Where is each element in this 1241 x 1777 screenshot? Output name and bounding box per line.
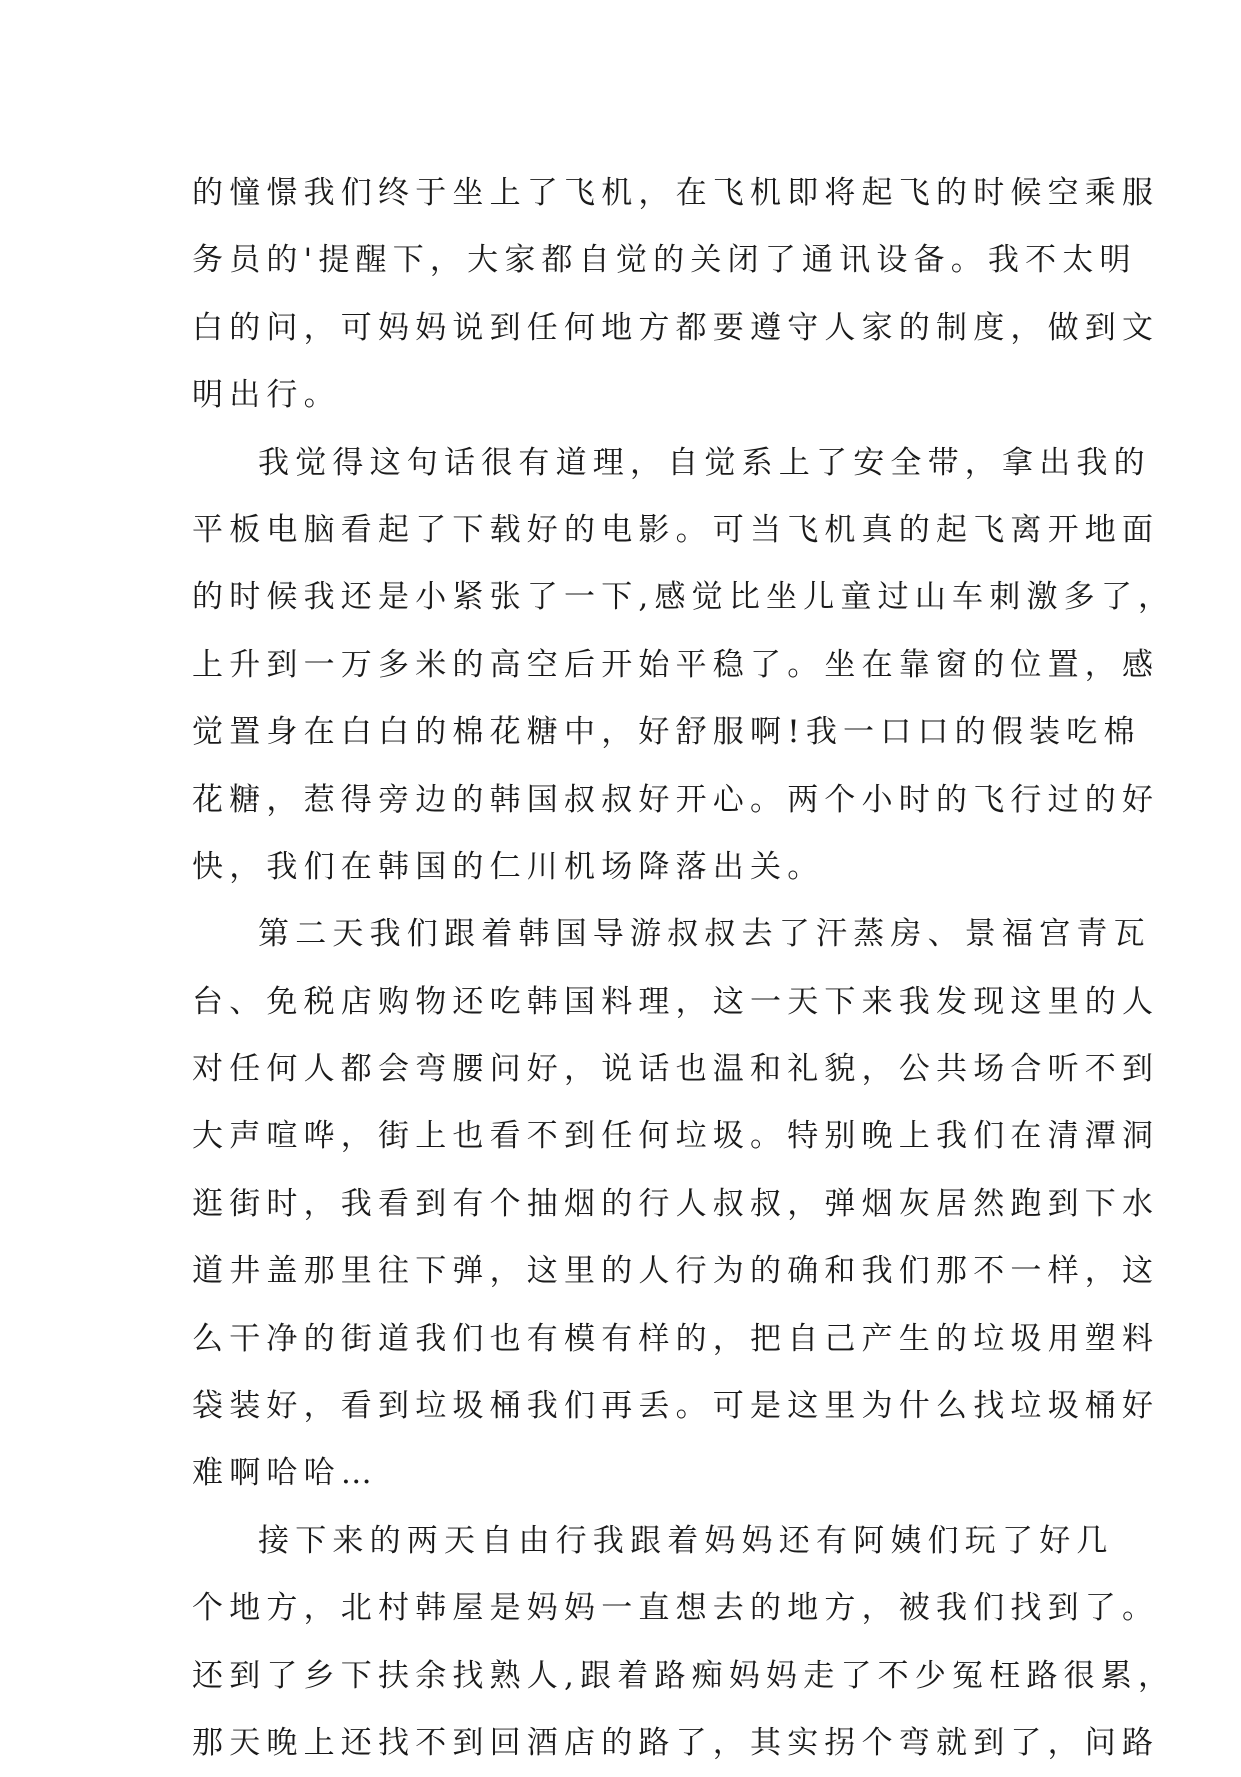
text-line: 难啊哈哈… — [192, 1455, 378, 1492]
document-body — [192, 160, 1176, 1777]
text-line: 袋装好，看到垃圾桶我们再丢。可是这里为什么找垃圾桶好 — [192, 1388, 1160, 1425]
text-line: 花糖，惹得旁边的韩国叔叔好开心。两个小时的飞行过的好 — [192, 781, 1160, 818]
text-line: 白的问，可妈妈说到任何地方都要遵守人家的制度，做到文 — [192, 309, 1160, 346]
text-line: 个地方，北村韩屋是妈妈一直想去的地方，被我们找到了。 — [192, 1590, 1160, 1627]
text-line: 那天晚上还找不到回酒店的路了，其实拐个弯就到了，问路 — [192, 1724, 1160, 1761]
text-line: 接下来的两天自由行我跟着妈妈还有阿姨们玩了好几 — [258, 1522, 1114, 1559]
text-line: 么干净的街道我们也有模有样的，把自己产生的垃圾用塑料 — [192, 1320, 1160, 1357]
text-line: 务员的'提醒下，大家都自觉的关闭了通讯设备。我不太明 — [192, 242, 1137, 279]
text-line: 还到了乡下扶余找熟人,跟着路痴妈妈走了不少冤枉路很累， — [192, 1657, 1176, 1694]
text-line: 我觉得这句话很有道理，自觉系上了安全带，拿出我的 — [258, 444, 1151, 481]
text-line: 逛街时，我看到有个抽烟的行人叔叔，弹烟灰居然跑到下水 — [192, 1185, 1160, 1222]
text-line: 对任何人都会弯腰问好，说话也温和礼貌，公共场合听不到 — [192, 1051, 1160, 1088]
text-line: 的憧憬我们终于坐上了飞机，在飞机即将起飞的时候空乘服 — [192, 175, 1160, 211]
text-line: 的时候我还是小紧张了一下,感觉比坐儿童过山车刺激多了， — [192, 579, 1176, 616]
paragraph-2 — [192, 430, 1176, 902]
paragraph-3 — [192, 901, 1160, 1508]
text-line: 快，我们在韩国的仁川机场降落出关。 — [192, 848, 825, 885]
text-line: 平板电脑看起了下载好的电影。可当飞机真的起飞离开地面 — [192, 511, 1160, 548]
text-line: 觉置身在白白的棉花糖中，好舒服啊!我一口口的假装吃棉 — [192, 714, 1141, 751]
text-line: 道井盖那里往下弹，这里的人行为的确和我们那不一样，这 — [192, 1253, 1160, 1290]
text-line: 明出行。 — [192, 377, 341, 414]
text-line: 台、免税店购物还吃韩国料理，这一天下来我发现这里的人 — [192, 983, 1160, 1020]
text-line: 第二天我们跟着韩国导游叔叔去了汗蒸房、景福宫青瓦 — [258, 916, 1151, 953]
paragraph-1 — [192, 160, 1160, 430]
paragraph-4 — [192, 1508, 1176, 1777]
text-line: 上升到一万多米的高空后开始平稳了。坐在靠窗的位置，感 — [192, 646, 1160, 683]
text-line: 大声喧哗，街上也看不到任何垃圾。特别晚上我们在清潭洞 — [192, 1118, 1160, 1155]
